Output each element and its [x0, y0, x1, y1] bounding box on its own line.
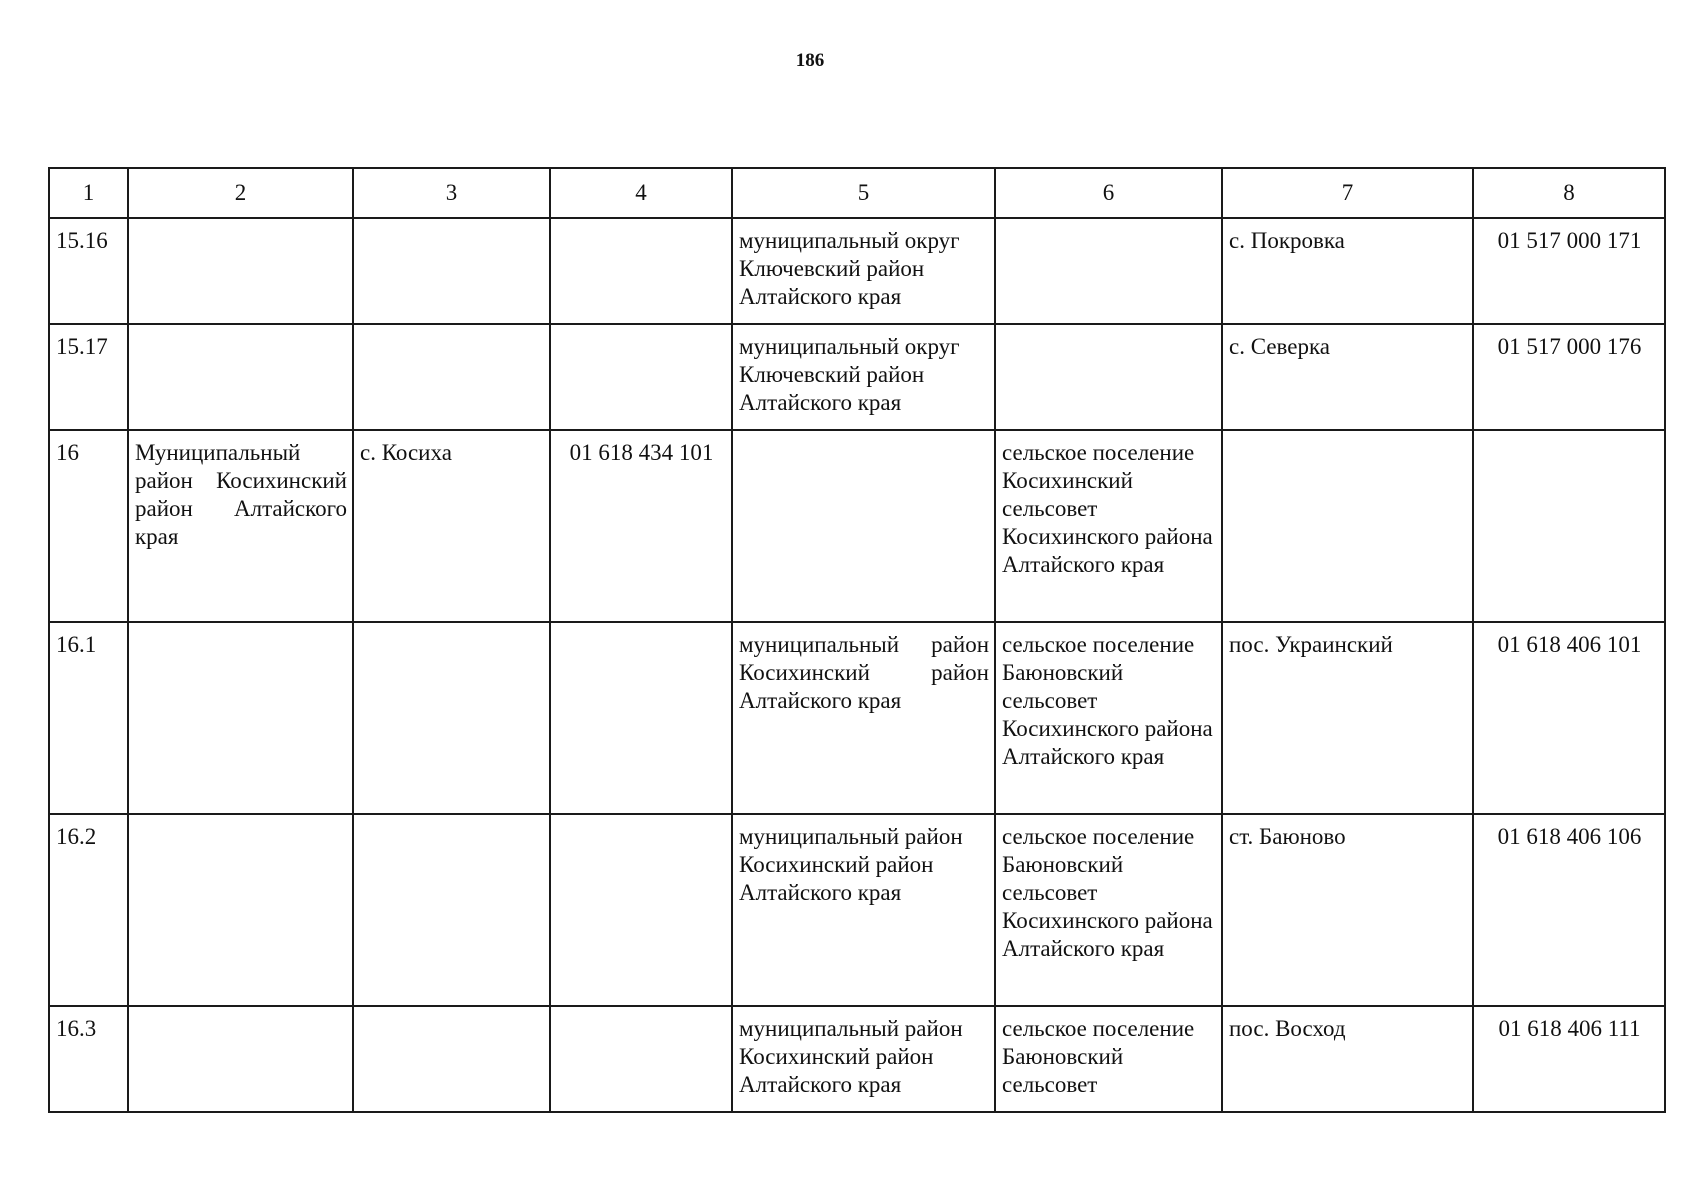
settlement-cell: сельское поселение Баюновский сельсовет Косихинского района Алтайского края: [995, 814, 1222, 1006]
admin-center-cell: [353, 814, 550, 1006]
locality-code-cell: 01 517 000 176: [1473, 324, 1665, 430]
municipality-cell: [732, 430, 995, 622]
locality-cell: пос. Украинский: [1222, 622, 1473, 814]
table-row: [49, 622, 1665, 814]
column-header: 4: [550, 168, 732, 218]
locality-code-cell: [1473, 430, 1665, 622]
settlement-cell: [995, 218, 1222, 324]
admin-center-cell: [353, 324, 550, 430]
row-number-cell: 15.16: [49, 218, 128, 324]
municipality-cell: муниципальный район Косихинский район Алтайского края: [732, 622, 995, 814]
locality-cell: [1222, 430, 1473, 622]
center-code-cell: [550, 814, 732, 1006]
settlement-cell: сельское поселение Баюновский сельсовет: [995, 1006, 1222, 1112]
locality-code-cell: 01 618 406 101: [1473, 622, 1665, 814]
admin-center-cell: [353, 218, 550, 324]
center-code-cell: [550, 1006, 732, 1112]
table-row: [49, 324, 1665, 430]
row-number-cell: 15.17: [49, 324, 128, 430]
row-number-cell: 16.2: [49, 814, 128, 1006]
admin-center-cell: [353, 1006, 550, 1112]
registry-table: [48, 167, 1666, 1113]
row-number-cell: 16.3: [49, 1006, 128, 1112]
column-header: 8: [1473, 168, 1665, 218]
table-header-row: [49, 168, 1665, 218]
district-name-cell: Муниципальный район Косихинский район Алтайского края: [128, 430, 353, 622]
page-number: 186: [795, 50, 825, 71]
center-code-cell: [550, 324, 732, 430]
column-header: 6: [995, 168, 1222, 218]
locality-code-cell: 01 618 406 106: [1473, 814, 1665, 1006]
district-name-cell: [128, 622, 353, 814]
locality-cell: с. Северка: [1222, 324, 1473, 430]
column-header: 3: [353, 168, 550, 218]
column-header: 2: [128, 168, 353, 218]
settlement-cell: [995, 324, 1222, 430]
admin-center-cell: с. Косиха: [353, 430, 550, 622]
district-name-cell: [128, 814, 353, 1006]
center-code-cell: 01 618 434 101: [550, 430, 732, 622]
settlement-cell: сельское поселение Косихинский сельсовет Косихинского района Алтайского края: [995, 430, 1222, 622]
table-row: [49, 218, 1665, 324]
locality-cell: с. Покровка: [1222, 218, 1473, 324]
locality-cell: пос. Восход: [1222, 1006, 1473, 1112]
municipality-cell: муниципальный район Косихинский район Алтайского края: [732, 1006, 995, 1112]
locality-code-cell: 01 618 406 111: [1473, 1006, 1665, 1112]
locality-cell: ст. Баюново: [1222, 814, 1473, 1006]
admin-center-cell: [353, 622, 550, 814]
center-code-cell: [550, 218, 732, 324]
municipality-cell: муниципальный район Косихинский район Алтайского края: [732, 814, 995, 1006]
district-name-cell: [128, 1006, 353, 1112]
table-row: [49, 430, 1665, 622]
municipality-cell: муниципальный округ Ключевский район Алтайского края: [732, 218, 995, 324]
center-code-cell: [550, 622, 732, 814]
column-header: 7: [1222, 168, 1473, 218]
column-header: 1: [49, 168, 128, 218]
table-row: [49, 814, 1665, 1006]
district-name-cell: [128, 324, 353, 430]
row-number-cell: 16.1: [49, 622, 128, 814]
district-name-cell: [128, 218, 353, 324]
municipality-cell: муниципальный округ Ключевский район Алтайского края: [732, 324, 995, 430]
settlement-cell: сельское поселение Баюновский сельсовет Косихинского района Алтайского края: [995, 622, 1222, 814]
table-row: [49, 1006, 1665, 1112]
column-header: 5: [732, 168, 995, 218]
locality-code-cell: 01 517 000 171: [1473, 218, 1665, 324]
row-number-cell: 16: [49, 430, 128, 622]
